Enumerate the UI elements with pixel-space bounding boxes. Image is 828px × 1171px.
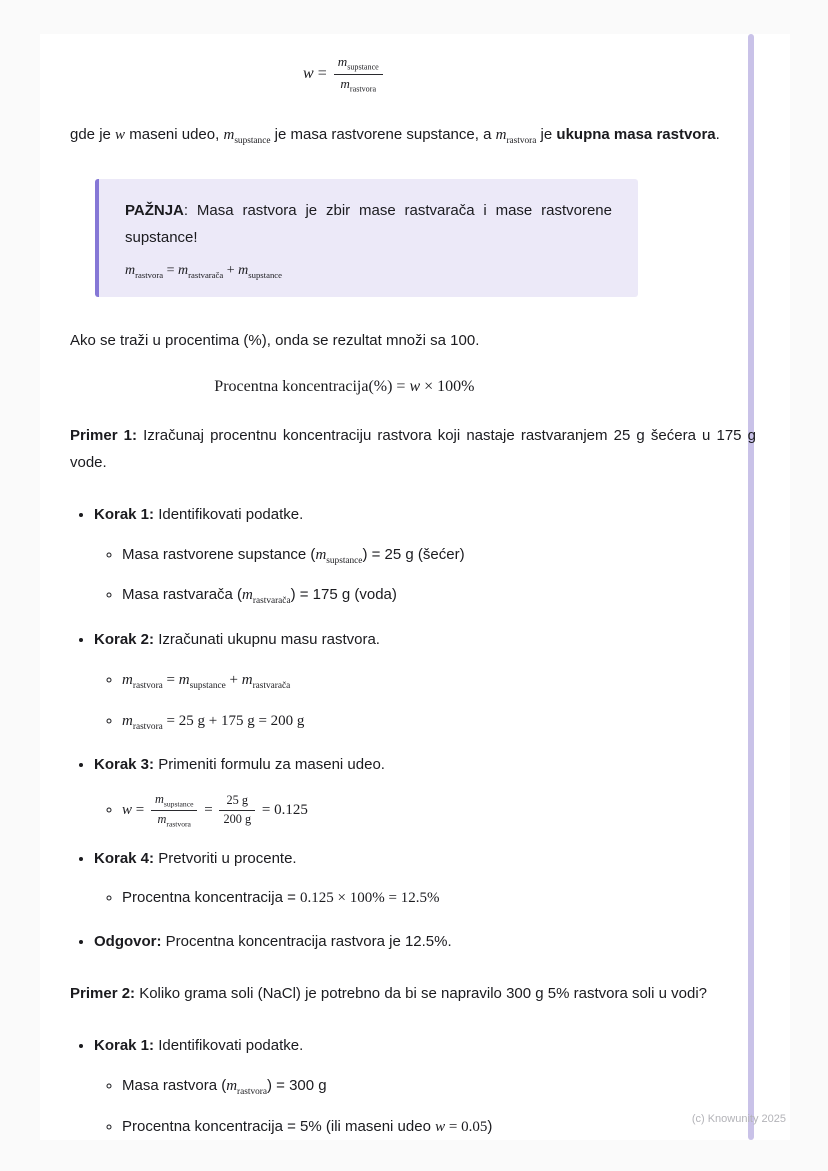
- substeps: [94, 792, 756, 829]
- substep-item: [122, 542, 756, 570]
- substeps: [94, 885, 756, 912]
- substep-item: [122, 708, 756, 736]
- paragraph-primer2: Primer 2: Koliko grama soli (NaCl) je potrebno da bi se napravilo 300 g 5% rastvora soli u vodi?: [70, 985, 708, 1003]
- substeps: [94, 542, 756, 611]
- substep-item: [122, 885, 756, 912]
- callout-warning-text: PAŽNJA: Masa rastvora je zbir mase rastvarača i mase rastvorene supstance!: [125, 202, 612, 247]
- step-item-korak4: [94, 846, 756, 912]
- step-label: Odgovor: Procentna koncentracija rastvora je 12.5%.: [94, 932, 452, 950]
- substep-text: Masa rastvorene supstance $(m_{supstance}) = 25$ g (šećer): [122, 545, 465, 566]
- document-card: [40, 34, 790, 1140]
- paragraph-definition: gde je w maseni udeo, $m_{supstance}$ je masa rastvorene supstance, a $m_{rastvora}$ je ukupna masa rastvora.: [70, 125, 720, 146]
- step-label: Korak 3: Primeniti formulu za maseni udeo.: [94, 756, 385, 774]
- substep-formula: w = $\frac{m_{supstance}}{m_{rastvora}}$ = $\frac{25 g}{200 g}$ = 0.125: [122, 791, 308, 829]
- document-content: [40, 34, 790, 1140]
- formula-mass-fraction: w = $\frac{m_{supstance}}{m_{rastvora}}$: [70, 54, 619, 95]
- step-item-korak1: [94, 1033, 756, 1140]
- step-item-odgovor: [94, 929, 756, 955]
- step-item-korak1: [94, 502, 756, 610]
- step-label: Korak 1: Identifikovati podatke.: [94, 1037, 304, 1055]
- substep-text: Procentna koncentracija = 5% (ili maseni udeo w = 0.05): [122, 1117, 493, 1135]
- substep-text: Masa rastvora $(m_{rastvora}) = 300$ g: [122, 1076, 327, 1097]
- step-label: Korak 2: Izračunati ukupnu masu rastvora.: [94, 631, 380, 649]
- paragraph-percent-note: Ako se traži u procentima (%), onda se rezultat množi sa 100.: [70, 332, 480, 350]
- callout-warning: [95, 179, 638, 297]
- substep-item: [122, 792, 756, 829]
- substep-item: [122, 667, 756, 695]
- step-label: Korak 4: Pretvoriti u procente.: [94, 849, 297, 867]
- substeps: [94, 667, 756, 736]
- substeps: [94, 1073, 756, 1140]
- primer2-steps: [70, 1033, 756, 1140]
- step-label: Korak 1: Identifikovati podatke.: [94, 506, 304, 524]
- watermark: (c) Knowunity 2025: [691, 1113, 786, 1125]
- callout-warning-formula: $m_{rastvora} = m_{rastvarača} + m_{supstance}$: [125, 263, 282, 281]
- paragraph-primer1: Primer 1: Izračunaj procentnu koncentraciju rastvora koji nastaje rastvaranjem 25 g šećera u 175 g vode.: [70, 427, 756, 472]
- substep-text: Procentna koncentracija = 0.125 × 100% = 12.5%: [122, 889, 440, 907]
- substep-item: [122, 582, 756, 610]
- step-item-korak3: [94, 752, 756, 828]
- step-item-korak2: [94, 627, 756, 735]
- substep-formula: $m_{rastvora} = 25$ g + 175 g = 200 g: [122, 712, 305, 732]
- substep-item: [122, 1073, 756, 1101]
- substep-item: [122, 1114, 756, 1141]
- substep-formula: $m_{rastvora} = m_{supstance} + m_{rastvarača}$: [122, 671, 291, 691]
- primer1-steps: [70, 502, 756, 954]
- substep-text: Masa rastvarača $(m_{rastvarača}) = 175$ g (voda): [122, 586, 397, 607]
- formula-percent-concentration: Procentna koncentracija(%) = w × 100%: [214, 378, 475, 396]
